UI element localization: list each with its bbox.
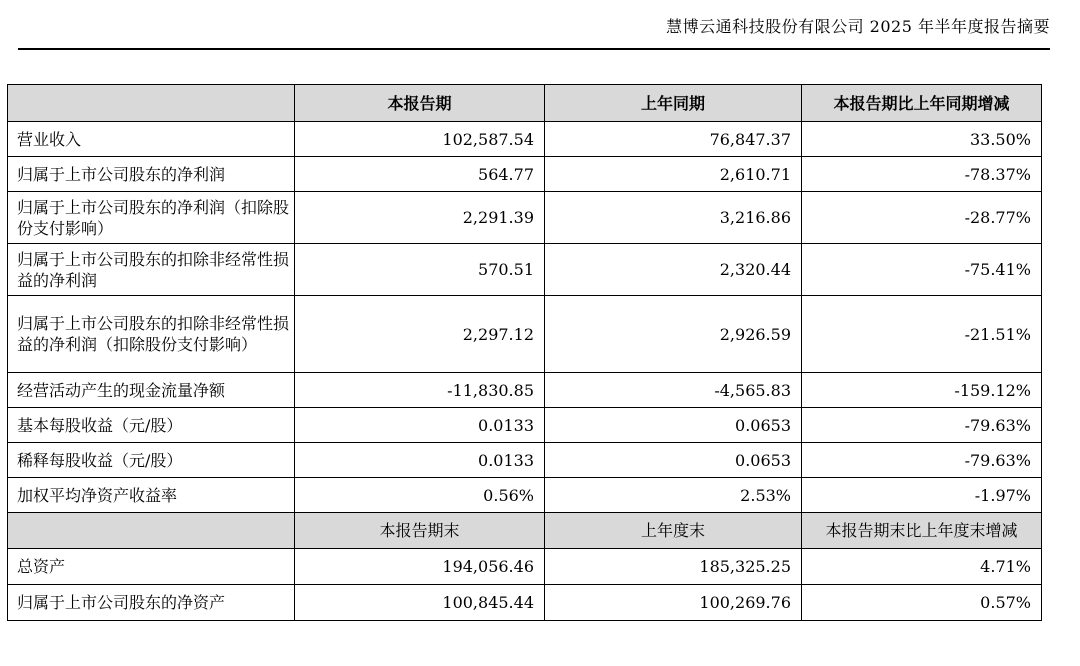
subheader-period-end-change: 本报告期末比上年度末增减: [802, 513, 1042, 549]
table-row: [8, 157, 1042, 192]
table-row: [8, 585, 1042, 621]
prior-value: 0.0653: [545, 443, 802, 478]
prior-value: 2,926.59: [545, 296, 802, 373]
current-value: 0.0133: [295, 408, 545, 443]
table-row: [8, 122, 1042, 157]
prior-value: 2,610.71: [545, 157, 802, 192]
current-value: -11,830.85: [295, 373, 545, 408]
current-value: 0.56%: [295, 478, 545, 513]
current-value: 0.0133: [295, 443, 545, 478]
col-header-prior-period: 上年同期: [545, 85, 802, 122]
table-row: [8, 192, 1042, 244]
table-row: [8, 244, 1042, 296]
prior-value: 76,847.37: [545, 122, 802, 157]
row-label: 归属于上市公司股东的扣除非经常性损益的净利润（扣除股份支付影响）: [8, 296, 295, 373]
current-value: 100,845.44: [295, 585, 545, 621]
table-subheader-row: [8, 513, 1042, 549]
col-header-current-period: 本报告期: [295, 85, 545, 122]
table-row: [8, 478, 1042, 513]
change-value: -159.12%: [802, 373, 1042, 408]
current-value: 2,297.12: [295, 296, 545, 373]
prior-value: 3,216.86: [545, 192, 802, 244]
header-rule: [18, 48, 1050, 50]
table-row: [8, 443, 1042, 478]
change-value: 0.57%: [802, 585, 1042, 621]
prior-value: 185,325.25: [545, 549, 802, 585]
table-row: [8, 373, 1042, 408]
row-label: 归属于上市公司股东的扣除非经常性损益的净利润: [8, 244, 295, 296]
change-value: -79.63%: [802, 443, 1042, 478]
current-value: 102,587.54: [295, 122, 545, 157]
prior-value: 100,269.76: [545, 585, 802, 621]
change-value: 4.71%: [802, 549, 1042, 585]
prior-value: 2,320.44: [545, 244, 802, 296]
change-value: -75.41%: [802, 244, 1042, 296]
row-label: 营业收入: [8, 122, 295, 157]
change-value: -28.77%: [802, 192, 1042, 244]
row-label: 归属于上市公司股东的净资产: [8, 585, 295, 621]
row-label: 加权平均净资产收益率: [8, 478, 295, 513]
row-label: 归属于上市公司股东的净利润（扣除股份支付影响）: [8, 192, 295, 244]
prior-value: 0.0653: [545, 408, 802, 443]
current-value: 2,291.39: [295, 192, 545, 244]
document-header-title: 慧博云通科技股份有限公司 2025 年半年度报告摘要: [666, 17, 1050, 36]
current-value: 564.77: [295, 157, 545, 192]
header-corner-cell: [8, 85, 295, 122]
row-label: 稀释每股收益（元/股）: [8, 443, 295, 478]
prior-value: 2.53%: [545, 478, 802, 513]
table-row: [8, 408, 1042, 443]
row-label: 经营活动产生的现金流量净额: [8, 373, 295, 408]
change-value: -1.97%: [802, 478, 1042, 513]
change-value: 33.50%: [802, 122, 1042, 157]
change-value: -21.51%: [802, 296, 1042, 373]
subheader-prior-year-end: 上年度末: [545, 513, 802, 549]
change-value: -78.37%: [802, 157, 1042, 192]
current-value: 194,056.46: [295, 549, 545, 585]
table-row: [8, 296, 1042, 373]
table-header-row: [8, 85, 1042, 122]
subheader-period-end: 本报告期末: [295, 513, 545, 549]
row-label: 基本每股收益（元/股）: [8, 408, 295, 443]
row-label: 总资产: [8, 549, 295, 585]
table-row: [8, 549, 1042, 585]
current-value: 570.51: [295, 244, 545, 296]
subheader-corner-cell: [8, 513, 295, 549]
change-value: -79.63%: [802, 408, 1042, 443]
financial-summary-table: [7, 84, 1042, 621]
prior-value: -4,565.83: [545, 373, 802, 408]
row-label: 归属于上市公司股东的净利润: [8, 157, 295, 192]
col-header-yoy-change: 本报告期比上年同期增减: [802, 85, 1042, 122]
